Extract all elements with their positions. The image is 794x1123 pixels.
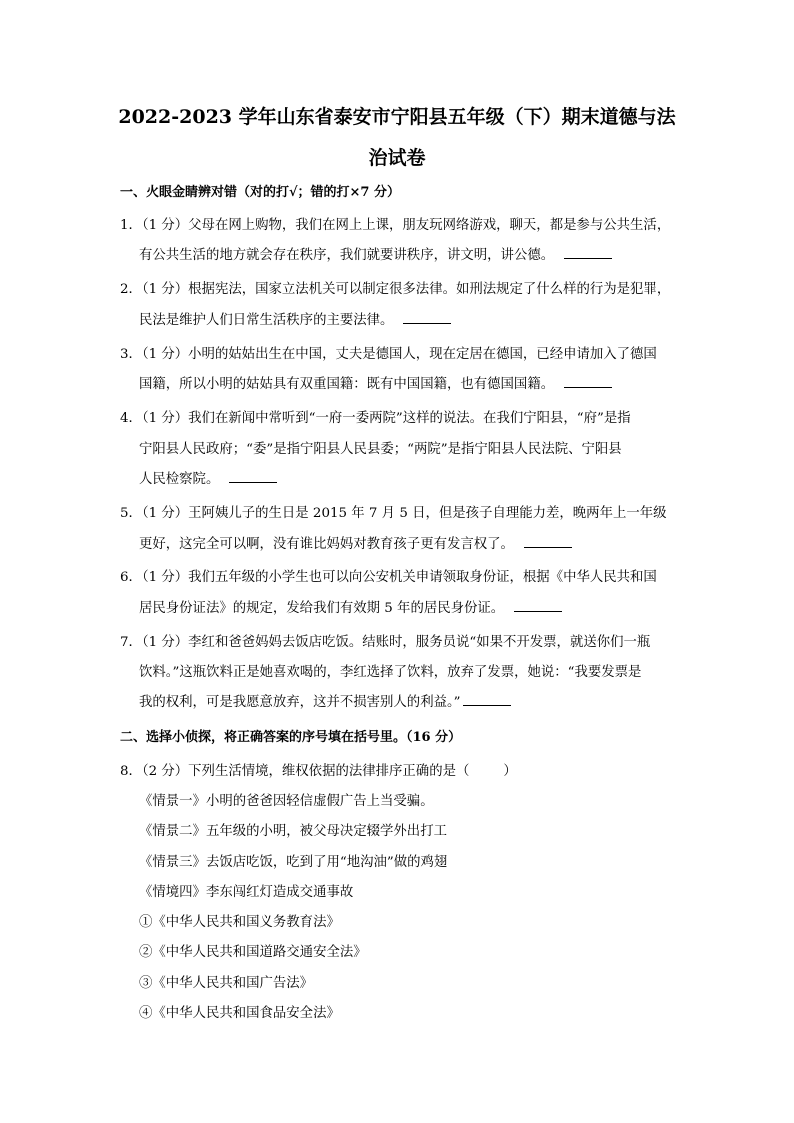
question-5-line-1: 5．（1 分）王阿姨儿子的生日是 2015 年 7 月 5 日，但是孩子自理能力差，晚两年上一年级 xyxy=(120,506,667,521)
answer-blank[interactable] xyxy=(564,376,612,388)
answer-blank[interactable] xyxy=(524,536,572,548)
answer-blank[interactable] xyxy=(564,247,612,259)
scenario-1: 《情景一》小明的爸爸因轻信虚假广告上当受骗。 xyxy=(139,794,434,809)
exam-title-line-1: 2022-2023 学年山东省泰安市宁阳县五年级（下）期末道德与法 xyxy=(118,106,676,128)
answer-blank[interactable] xyxy=(463,694,511,706)
question-1-line-2: 有公共生活的地方就会存在秩序，我们就要讲秩序，讲文明，讲公德。 xyxy=(139,247,612,265)
question-1-line-1: 1．（1 分）父母在网上购物，我们在网上上课，朋友玩网络游戏，聊天，都是参与公共生活， xyxy=(120,218,671,233)
question-7-line-1: 7．（1 分）李红和爸爸妈妈去饭店吃饭。结账时，服务员说“如果不开发票，就送你们一瓶 xyxy=(120,635,651,650)
question-3-line-1: 3．（1 分）小明的姑姑出生在中国，丈夫是德国人，现在定居在德国，已经申请加入了德国 xyxy=(120,347,657,362)
question-2-line-2: 民法是维护人们日常生活秩序的主要法律。 xyxy=(139,312,451,330)
law-option-1: ①《中华人民共和国义务教育法》 xyxy=(139,915,340,930)
question-6-line-1: 6．（1 分）我们五年级的小学生也可以向公安机关申请领取身份证，根据《中华人民共和国 xyxy=(120,570,657,585)
question-7-line-3: 我的权利，可是我愿意放弃，这并不损害别人的利益。” xyxy=(139,694,511,712)
section-1-heading: 一、火眼金睛辨对错（对的打√；错的打×7 分） xyxy=(120,185,401,200)
law-option-4: ④《中华人民共和国食品安全法》 xyxy=(139,1006,340,1021)
answer-blank[interactable] xyxy=(229,471,277,483)
scenario-3: 《情景三》去饭店吃饭，吃到了用“地沟油”做的鸡翅 xyxy=(139,855,448,870)
law-option-3: ③《中华人民共和国广告法》 xyxy=(139,976,314,991)
question-6-line-2: 居民身份证法》的规定，发给我们有效期 5 年的居民身份证。 xyxy=(139,600,562,618)
question-8-stem: 8．（2 分）下列生活情境，维权依据的法律排序正确的是（ ） xyxy=(120,764,517,779)
answer-blank[interactable] xyxy=(514,600,562,612)
question-4-line-2: 宁阳县人民政府；“委”是指宁阳县人民县委；“两院”是指宁阳县人民法院、宁阳县 xyxy=(139,442,622,457)
exam-title-line-2: 治试卷 xyxy=(368,147,426,169)
scenario-2: 《情景二》五年级的小明，被父母决定辍学外出打工 xyxy=(139,824,447,839)
answer-blank[interactable] xyxy=(403,312,451,324)
law-option-2: ②《中华人民共和国道路交通安全法》 xyxy=(139,945,367,960)
question-4-line-3: 人民检察院。 xyxy=(139,471,277,489)
question-3-line-2: 国籍，所以小明的姑姑具有双重国籍：既有中国国籍，也有德国国籍。 xyxy=(139,376,612,394)
section-2-heading: 二、选择小侦探，将正确答案的序号填在括号里。（16 分） xyxy=(120,730,462,745)
question-4-line-1: 4．（1 分）我们在新闻中常听到“一府一委两院”这样的说法。在我们宁阳县，“府”是指 xyxy=(120,411,631,426)
scenario-4: 《情境四》李东闯红灯造成交通事故 xyxy=(139,885,354,900)
question-7-line-2: 饮料。”这瓶饮料正是她喜欢喝的，李红选择了饮料，放弃了发票，她说：“我要发票是 xyxy=(139,665,642,680)
question-2-line-1: 2．（1 分）根据宪法，国家立法机关可以制定很多法律。如刑法规定了什么样的行为是犯罪， xyxy=(120,282,671,297)
question-5-line-2: 更好，这完全可以啊，没有谁比妈妈对教育孩子更有发言权了。 xyxy=(139,536,572,554)
